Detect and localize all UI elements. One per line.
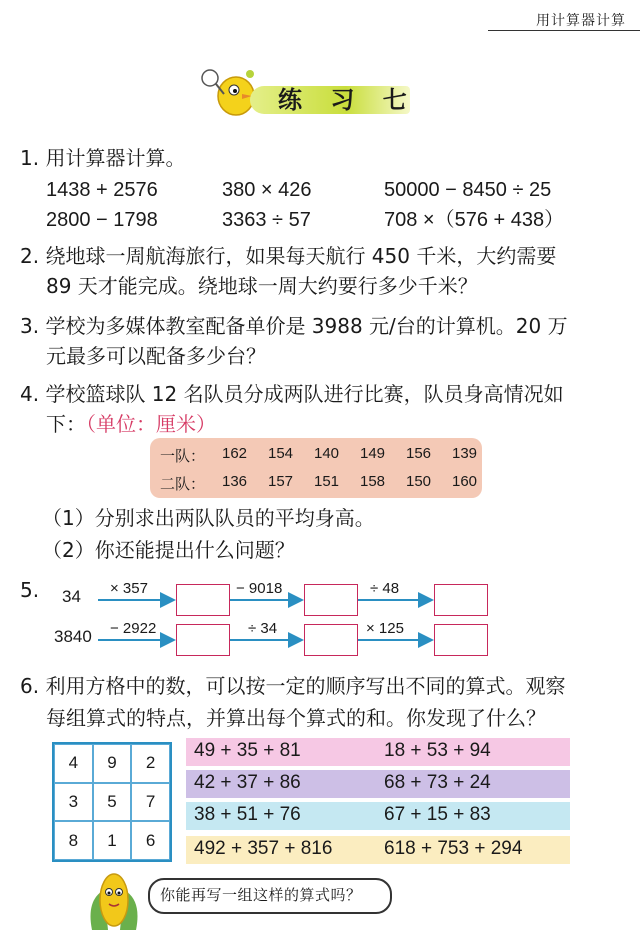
answer-box[interactable] (176, 624, 230, 656)
q2-line: 2. 绕地球一周航海旅行，如果每天航行 450 千米，大约需要 (20, 244, 557, 268)
chain2-op: − 2922 (110, 620, 157, 637)
expr-right: 618 + 753 + 294 (384, 838, 523, 859)
expr-left: 42 + 37 + 86 (194, 772, 301, 793)
q3-line: 元最多可以配备多少台？ (46, 344, 266, 368)
q4-line-prefix: 下： (46, 412, 86, 436)
q1-expr: 380 × 426 (222, 179, 312, 201)
q1-expr: 3363 ÷ 57 (222, 209, 311, 231)
q1-expr: 1438 + 2576 (46, 179, 158, 201)
expr-band (186, 770, 570, 798)
chain1-op: ÷ 48 (370, 580, 400, 597)
q1-expr: 708 ×（576 + 438） (384, 209, 565, 231)
height-cell: 156 (406, 445, 432, 462)
q5-label: 5. (20, 578, 40, 602)
chain2-op: ÷ 34 (248, 620, 278, 637)
chain2-op: × 125 (366, 620, 404, 637)
q4-line: 4. 学校篮球队 12 名队员分成两队进行比赛，队员身高情况如 (20, 382, 564, 406)
height-table (150, 438, 482, 498)
expr-band (186, 836, 570, 864)
grid-cell: 2 (131, 744, 170, 783)
q1-expr: 2800 − 1798 (46, 209, 158, 231)
q6-line: 每组算式的特点，并算出每个算式的和。你发现了什么？ (46, 706, 546, 730)
q2-line: 89 天才能完成。绕地球一周大约要行多少千米？ (46, 274, 478, 298)
q4-line2 (46, 408, 216, 440)
answer-box[interactable] (304, 584, 358, 616)
q4-sub1: （1）分别求出两队队员的平均身高。 (42, 506, 375, 530)
speech-bubble-text: 你能再写一组这样的算式吗？ (160, 886, 362, 904)
height-cell: 140 (314, 445, 340, 462)
height-cell: 151 (314, 473, 340, 490)
chain2-start: 3840 (54, 627, 92, 646)
q4-sub2: （2）你还能提出什么问题？ (42, 538, 295, 562)
height-cell: 160 (452, 473, 478, 490)
grid-cell: 7 (131, 783, 170, 822)
team1-row (160, 445, 498, 466)
q1-label: 1. 用计算器计算。 (20, 146, 186, 170)
answer-box[interactable] (434, 584, 488, 616)
grid-cell: 3 (54, 783, 93, 822)
team2-label: 二队： (160, 476, 206, 493)
q3-line: 3. 学校为多媒体教室配备单价是 3988 元/台的计算机。20 万 (20, 314, 568, 338)
expr-left: 492 + 357 + 816 (194, 838, 333, 859)
unit-note: （单位：厘米） (86, 412, 216, 436)
chain1-op: − 9018 (236, 580, 283, 597)
chain1-op: × 357 (110, 580, 148, 597)
grid-cell: 6 (131, 821, 170, 860)
q6-line: 6. 利用方格中的数，可以按一定的顺序写出不同的算式。观察 (20, 674, 566, 698)
expr-left: 49 + 35 + 81 (194, 740, 301, 761)
corn-mascot-icon (82, 860, 146, 940)
chain1-start: 34 (62, 587, 81, 606)
grid-cell: 8 (54, 821, 93, 860)
grid-cell: 4 (54, 744, 93, 783)
height-cell: 149 (360, 445, 386, 462)
height-cell: 158 (360, 473, 386, 490)
expr-band (186, 738, 570, 766)
height-cell: 139 (452, 445, 478, 462)
grid-cell: 5 (93, 783, 132, 822)
q1-expr: 50000 − 8450 ÷ 25 (384, 179, 552, 201)
team1-label: 一队： (160, 448, 206, 465)
grid-cell: 9 (93, 744, 132, 783)
expr-left: 38 + 51 + 76 (194, 804, 301, 825)
magic-square (52, 742, 172, 862)
expr-right: 67 + 15 + 83 (384, 804, 491, 825)
answer-box[interactable] (176, 584, 230, 616)
grid-cell: 1 (93, 821, 132, 860)
team2-row (160, 473, 498, 494)
header-rule (488, 30, 640, 31)
expr-right: 68 + 73 + 24 (384, 772, 491, 793)
height-cell: 157 (268, 473, 294, 490)
expr-right: 18 + 53 + 94 (384, 740, 491, 761)
height-cell: 154 (268, 445, 294, 462)
height-cell: 162 (222, 445, 248, 462)
answer-box[interactable] (434, 624, 488, 656)
height-cell: 150 (406, 473, 432, 490)
page-title: 练 习 七 (278, 86, 417, 114)
expr-band (186, 802, 570, 830)
height-cell: 136 (222, 473, 248, 490)
section-tag: 用计算器计算 (536, 13, 626, 29)
answer-box[interactable] (304, 624, 358, 656)
